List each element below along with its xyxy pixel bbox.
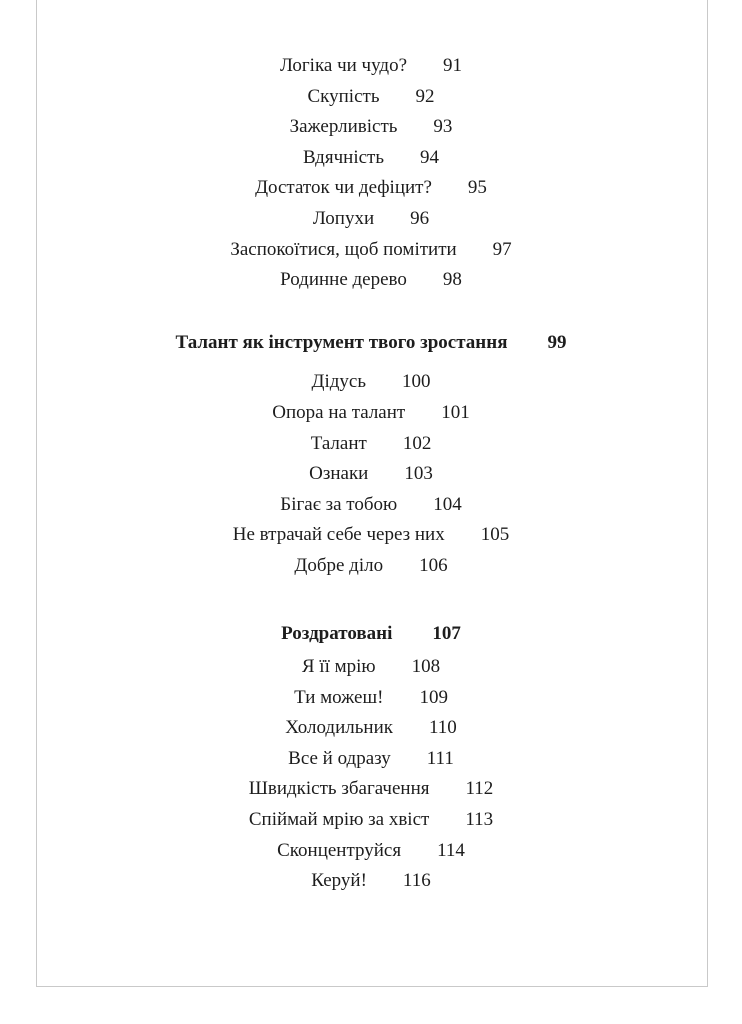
toc-entry (0, 265, 742, 296)
toc-entry-title: Бігає за тобою (280, 493, 398, 515)
toc-entry (0, 805, 742, 836)
toc-section-title: Талант як інструмент твого зростання (175, 331, 508, 353)
toc-entry-title: Все й одразу (288, 747, 391, 769)
toc-entry-title: Родинне дерево (280, 269, 407, 291)
toc-entry (0, 652, 742, 683)
toc-section-page: 107 (432, 622, 461, 644)
toc-entry-page: 105 (480, 524, 510, 546)
toc-entry (0, 551, 742, 582)
toc-entry (0, 235, 742, 266)
toc-entry (0, 429, 742, 460)
toc-entry-page: 116 (402, 870, 431, 892)
toc-entry (0, 143, 742, 174)
toc-entry-page: 95 (467, 177, 487, 199)
toc-entry-page: 104 (433, 493, 462, 515)
toc-entry (0, 112, 742, 143)
toc-entry (0, 490, 742, 521)
toc-entry (0, 866, 742, 897)
toc-entry-page: 98 (442, 269, 462, 291)
toc-section-page: 99 (547, 331, 567, 353)
toc-entry-page: 102 (402, 432, 432, 454)
toc-entry (0, 204, 742, 235)
toc-entry (0, 459, 742, 490)
toc-entry-page: 92 (415, 85, 435, 107)
toc-entry-page: 114 (437, 839, 465, 861)
toc-entry-title: Керуй! (311, 870, 367, 892)
toc-entry-title: Я її мрію (301, 656, 376, 678)
toc-entry (0, 398, 742, 429)
toc-entry-page: 100 (402, 371, 431, 393)
toc-entry-title: Опора на талант (272, 401, 406, 423)
toc-entry-page: 112 (465, 778, 494, 800)
toc-entry-title: Скупість (307, 85, 380, 107)
toc-entry-title: Спіймай мрію за хвіст (248, 809, 430, 831)
toc-entry (0, 173, 742, 204)
toc-entry-title: Не втрачай себе через них (232, 524, 445, 546)
toc-entry-page: 96 (410, 207, 430, 229)
toc-entry-page: 93 (433, 116, 453, 138)
toc-entry-title: Ти можеш! (294, 686, 384, 708)
toc-entry-page: 111 (426, 747, 454, 769)
toc-section-header (0, 328, 742, 359)
toc-entry-title: Логіка чи чудо? (279, 55, 408, 76)
toc-entry-page: 110 (428, 717, 457, 739)
toc-entry-title: Достаток чи дефіцит? (255, 177, 432, 199)
toc-section-title: Роздратовані (281, 622, 393, 644)
toc-entry-page: 106 (419, 554, 448, 576)
toc-entry-title: Ознаки (309, 463, 369, 485)
toc-entry-page: 109 (419, 686, 448, 708)
toc-entry-title: Холодильник (285, 717, 393, 739)
toc-entry-title: Талант (310, 432, 367, 454)
toc-entry-page: 97 (492, 238, 512, 260)
toc-entry (0, 367, 742, 398)
toc-entry (0, 82, 742, 113)
toc-entry-title: Лопухи (312, 207, 375, 229)
toc-entry-title: Сконцентруйся (277, 839, 402, 861)
toc-entry-page: 113 (465, 809, 494, 831)
toc-entry (0, 683, 742, 714)
toc-entry-page: 91 (443, 55, 463, 76)
toc-entry (0, 520, 742, 551)
toc-entry-page: 108 (411, 656, 441, 678)
toc-entry-page: 94 (420, 146, 439, 168)
toc-entry-title: Вдячність (302, 146, 384, 168)
toc-entry-title: Швидкість збагачення (248, 778, 430, 800)
toc-entry-page: 103 (404, 463, 433, 485)
toc-entry-page: 101 (441, 401, 470, 423)
toc-entry (0, 836, 742, 867)
toc-entry-title: Добре діло (294, 554, 384, 576)
toc-entry (0, 774, 742, 805)
toc-entry-title: Заспокоїтися, щоб помітити (230, 238, 457, 260)
toc-entry (0, 51, 742, 82)
toc-section-header (0, 619, 742, 650)
toc-entry (0, 713, 742, 744)
toc-entry-title: Зажерливість (289, 116, 398, 138)
toc-entry-title: Дідусь (311, 371, 366, 393)
toc-entry (0, 744, 742, 775)
